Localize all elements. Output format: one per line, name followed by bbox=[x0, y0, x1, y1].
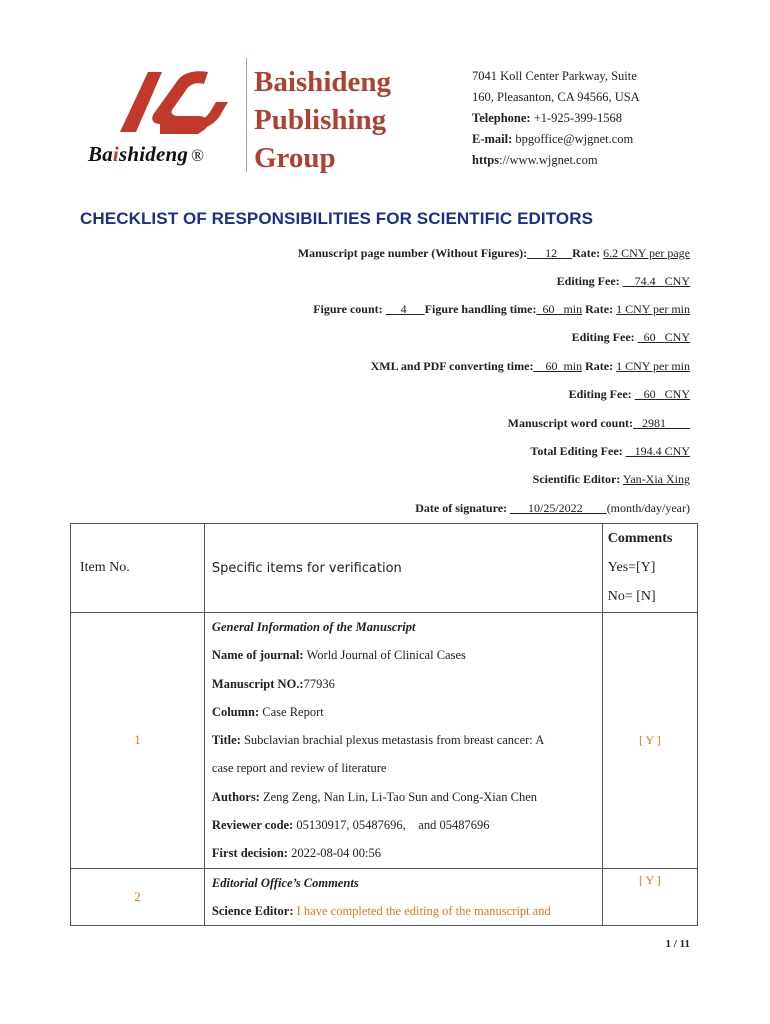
authors: Authors: Zeng Zeng, Nan Lin, Li-Tao Sun and Cong-Xian Chen bbox=[211, 789, 538, 804]
journal-name: Name of journal: World Journal of Clinical Cases bbox=[211, 648, 466, 663]
column-type: Column: Case Report bbox=[211, 704, 324, 719]
manuscript-title-cont: case report and review of literature bbox=[211, 761, 387, 776]
telephone: Telephone: +1-925-399-1568 bbox=[472, 111, 622, 125]
figure-line: Figure count: 4 Figure handling time: 60 min Rate: 1 CNY per min bbox=[313, 302, 690, 316]
address-line-2: 160, Pleasanton, CA 94566, USA bbox=[472, 90, 640, 104]
comments-label: Comments bbox=[607, 531, 673, 546]
header-divider bbox=[246, 58, 247, 172]
word-count-line: Manuscript word count: 2981 bbox=[507, 416, 666, 430]
table-row bbox=[71, 868, 698, 926]
header-comments bbox=[602, 524, 697, 613]
header-item-no: Item No. bbox=[71, 524, 205, 613]
science-editor-comment: Science Editor: I have completed the editing of the manuscript and bbox=[211, 903, 551, 918]
page-count-line: Manuscript page number (Without Figures): 12 Rate: 6.2 CNY per page bbox=[297, 246, 690, 260]
total-fee-line: Total Editing Fee: 194.4 CNY bbox=[530, 444, 690, 458]
signature-date-line: Date of signature: 10/25/2022 (month/day/year) bbox=[415, 501, 690, 515]
section-title: General Information of the Manuscript bbox=[211, 620, 416, 634]
address-line-1: 7041 Koll Center Parkway, Suite bbox=[472, 69, 637, 83]
row-answer[interactable]: [ Y ] bbox=[602, 613, 697, 869]
row-number: 1 bbox=[71, 613, 205, 869]
editing-fee-line-2: Editing Fee: 60 CNY bbox=[571, 330, 690, 344]
yes-legend: Yes=[Y] bbox=[607, 560, 656, 575]
row-number: 2 bbox=[71, 868, 205, 926]
logo-wordmark: Baishideng ® bbox=[88, 142, 205, 166]
manuscript-title: Title: Subclavian brachial plexus metastasis from breast cancer: A bbox=[211, 733, 545, 748]
xml-line: XML and PDF converting time: 60 min Rate: 1 CNY per min bbox=[370, 359, 690, 373]
reviewer-code: Reviewer code: 05130917, 05487696, and 05487696 bbox=[211, 818, 490, 833]
checklist-table bbox=[70, 523, 698, 926]
scientific-editor-line: Scientific Editor: Yan-Xia Xing bbox=[532, 472, 690, 486]
registered-mark: ® bbox=[191, 146, 205, 165]
row-content bbox=[204, 868, 602, 926]
website[interactable]: https://www.wjgnet.com bbox=[472, 153, 598, 167]
section-title: Editorial Office’s Comments bbox=[211, 875, 359, 890]
first-decision: First decision: 2022-08-04 00:56 bbox=[211, 846, 382, 861]
row-answer[interactable]: [ Y ] bbox=[602, 868, 697, 926]
row-content bbox=[204, 613, 602, 869]
no-legend: No= [N] bbox=[607, 589, 656, 604]
page-title: CHECKLIST OF RESPONSIBILITIES FOR SCIENTIFIC EDITORS bbox=[80, 209, 594, 228]
manuscript-number: Manuscript NO.:77936 bbox=[211, 676, 335, 691]
brand-line-1: Baishideng bbox=[254, 66, 391, 98]
brand-line-3: Group bbox=[254, 142, 336, 174]
logo-mark-icon bbox=[100, 62, 240, 142]
brand-line-2: Publishing bbox=[254, 104, 387, 136]
editing-fee-line-3: Editing Fee: 60 CNY bbox=[568, 387, 690, 401]
table-row bbox=[71, 613, 698, 869]
editing-fee-line-1: Editing Fee: 74.4 CNY bbox=[556, 274, 690, 288]
header-specific-items: Specific items for verification bbox=[204, 524, 602, 613]
table-header-row bbox=[71, 524, 698, 613]
page-number: 1 / 11 bbox=[665, 938, 690, 950]
email: E-mail: bpgoffice@wjgnet.com bbox=[472, 132, 634, 146]
